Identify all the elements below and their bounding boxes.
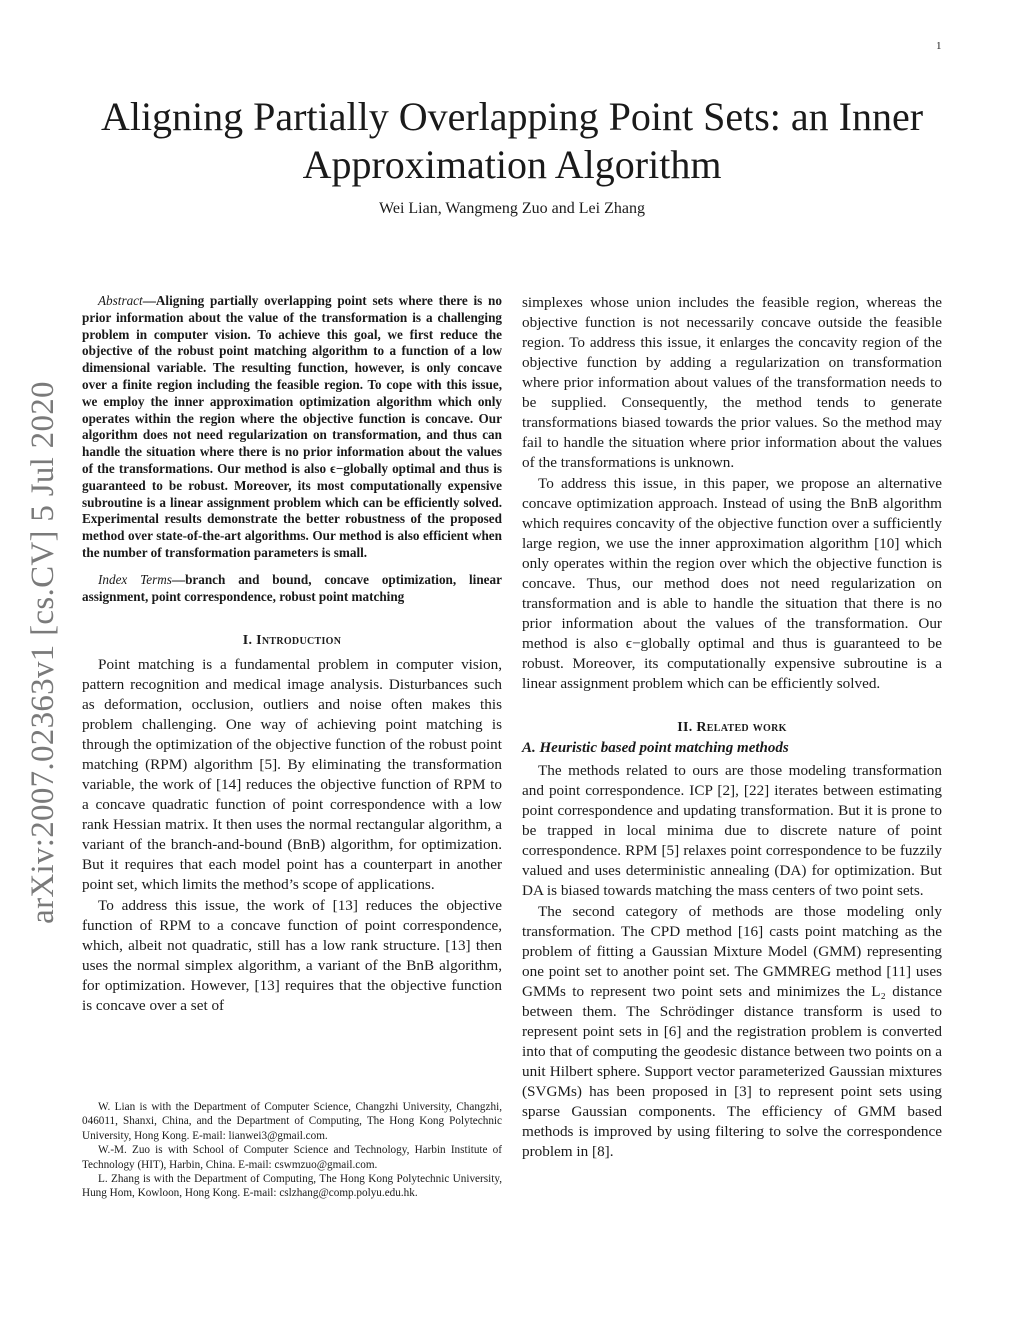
- related-paragraph-2: The second category of methods are those modeling only transformation. The CPD method [16] casts point matching as the problem of fitting a Gaussian Mixture Model (GMM) representing one point set to another point set. The GMMREG method [11] uses GMMs to represent two point sets and minimizes the L₂ distance between them. The Schrödinger distance transform is used to represent point sets in [6] and the registration problem is converted into that of computing the geodesic distance between two points on a unit Hilbert sphere. Support vector parameterized Gaussian mixtures (SVGMs) has been proposed in [3] to represent point sets using sparse Gaussian components. The efficiency of GMM based methods is improved by using filtering to solve the correspondence problem in [8].: [522, 903, 942, 1160]
- footnote-1: W. Lian is with the Department of Computer Science, Changzhi University, Changzhi, 046011, Shanxi, China, and the Department of Computing, The Hong Kong Polytechnic University, Hong Kong. E-mail: lianwei3@gmail.com.: [82, 1101, 502, 1142]
- right-column: [522, 293, 942, 1162]
- abstract-lead: Abstract: [98, 293, 143, 308]
- footnote-2: W.-M. Zuo is with School of Computer Science and Technology, Harbin Institute of Technology (HIT), Harbin, China. E-mail: cswmzuo@gmail.com.: [82, 1144, 502, 1171]
- page-number: 1: [936, 40, 942, 52]
- index-terms-text: —branch and bound, concave optimization, linear assignment, point correspondence, robust point matching: [82, 571, 502, 604]
- abstract-text: —Aligning partially overlapping point sets where there is no prior information about the value of the transformation is a challenging problem in computer vision. To achieve this goal, we first reduce the objective of the robust point matching algorithm to a function of a low dimensional variable. The resulting function, however, is only concave over a finite region including the feasible region. To cope with this issue, we employ the inner approximation optimization algorithm which only operates within the region where the objective function is concave. Our algorithm does not need regularization on transformation, and thus can handle the situation where there is no prior information about the values of the transformations. Our method is also ϵ−globally optimal and thus is guaranteed to be robust. Moreover, its most computationally expensive subroutine is a linear assignment problem which can be efficiently solved. Experimental results demonstrate the better robustness of the proposed method over state-of-the-art algorithms. Our method is also efficient when the number of transformation parameters is small.: [82, 293, 502, 560]
- paper-title: Aligning Partially Overlapping Point Sets: an Inner Approximation Algorithm: [100, 94, 924, 187]
- author-list: Wei Lian, Wangmeng Zuo and Lei Zhang: [379, 200, 645, 217]
- subsection-heading-heuristic: A. Heuristic based point matching methods: [522, 740, 789, 756]
- footnote-3: L. Zhang is with the Department of Computing, The Hong Kong Polytechnic University, Hung Hom, Kowloon, Hong Kong. E-mail: cslzhang@comp.polyu.edu.hk.: [82, 1173, 502, 1200]
- index-terms: [82, 572, 502, 606]
- intro-paragraph-4: To address this issue, in this paper, we propose an alternative concave optimization approach. Instead of using the BnB algorithm which requires concavity of the objective function over a sufficiently large region, we use the inner approximation algorithm [10] which only operates within the region over which the objective function is concave. Thus, our method does not need regularization on transformation and is able to handle the situation that there is no prior information about the values of the transformation. Our method is also ϵ−globally optimal and thus is guaranteed to be robust. Moreover, its computationally expensive subroutine is a linear assignment problem which can be efficiently solved.: [522, 475, 942, 692]
- abstract: [82, 293, 502, 562]
- intro-paragraph-3: simplexes whose union includes the feasible region, whereas the objective function is not necessarily concave outside the feasible region. To address this issue, it enlarges the concavity region of the objective function by adding a regularization on transformation where prior information about values of the transformation needs to be supplied. Consequently, the method tends to generate transformations biased towards the prior values. So the method may fail to handle the situation where prior information about the values of the transformations is unknown.: [522, 294, 942, 471]
- intro-paragraph-1: Point matching is a fundamental problem in computer vision, pattern recognition and medical image analysis. Disturbances such as deformation, occlusion, outliers and noise often makes this problem challenging. One way of achieving point matching is through the optimization of the objective function of the robust point matching (RPM) algorithm [5]. By eliminating the transformation variable, the work of [14] reduces the objective function of RPM to a concave quadratic function of point correspondence with a low rank Hessian matrix. It then uses the normal rectangular algorithm, a variant of the branch-and-bound (BnB) algorithm, for optimization. But it requires that each model point has a counterpart in another point set, which limits the method’s scope of applications.: [82, 656, 502, 894]
- arxiv-watermark: [23, 372, 63, 932]
- footnotes: [82, 1100, 502, 1201]
- section-heading-related-work: II. Related work: [677, 720, 787, 735]
- left-column: [82, 293, 502, 1016]
- intro-paragraph-2: To address this issue, the work of [13] reduces the objective function of RPM to a concave function of point correspondence, which, albeit not quadratic, still has a low rank structure. [13] then uses the normal simplex algorithm, a variant of the BnB algorithm, for optimization. However, [13] requires that the objective function is concave over a set of: [82, 897, 502, 1015]
- arxiv-id: arXiv:2007.02363v1 [cs.CV] 5 Jul 2020: [24, 380, 61, 924]
- section-heading-introduction: I. Introduction: [242, 633, 342, 649]
- related-paragraph-1: The methods related to ours are those modeling transformation and point correspondence. ICP [2], [22] iterates between estimating point correspondence and updating transformation. But it is prone to be trapped in local minima due to discrete nature of point correspondence. RPM [5] relaxes point correspondence to be fuzzily valued and uses deterministic annealing (DA) for optimization. But DA is biased towards matching the mass centers of two point sets.: [522, 762, 942, 899]
- index-terms-lead: Index Terms: [98, 571, 172, 587]
